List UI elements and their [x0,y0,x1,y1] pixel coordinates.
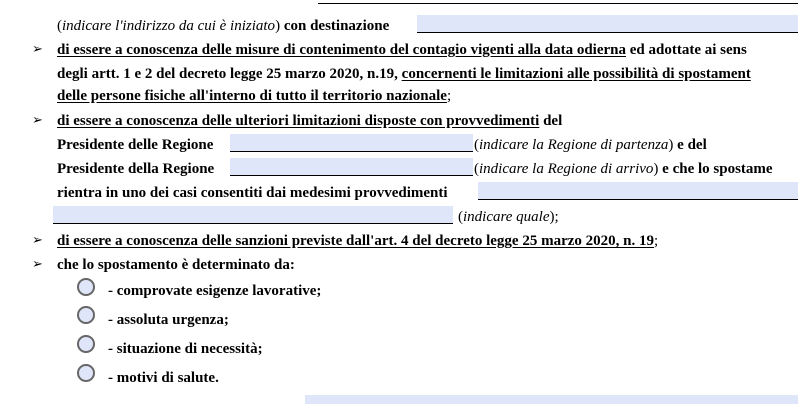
departure-region-hint: (indicare la Regione di partenza) e del [474,137,707,153]
which-case-hint: (indicare quale); [458,209,559,225]
option-absolute-urgency: - assoluta urgenza; [108,312,229,328]
option-work-reasons: - comprovate esigenze lavorative; [108,283,322,299]
item1-line1: di essere a conoscenza delle misure di contenimento del contagio vigenti alla data odierna ed adottate ai sens [57,42,747,58]
origin-hint: indicare l'indirizzo da cui è iniziato [62,18,276,34]
radio-necessity[interactable] [77,335,95,353]
previous-field-underline [318,0,798,4]
departure-region-label: Presidente delle Regione [57,137,214,153]
arrow-bullet-icon: ➢ [32,113,43,128]
item2-line4: rientra in uno dei casi consentiti dai medesimi provvedimenti [57,185,448,201]
radio-work-reasons[interactable] [77,278,95,296]
destination-field[interactable] [417,15,798,33]
radio-absolute-urgency[interactable] [77,306,95,324]
item3-line: di essere a conoscenza delle sanzioni previste dall'art. 4 del decreto legge 25 marzo 2020, n. 19; [57,233,659,249]
item1-line3: delle persone fisiche all'interno di tutto il territorio nazionale; [57,88,452,104]
radio-health-reasons[interactable] [77,364,95,382]
arrival-region-field[interactable] [230,158,473,176]
departure-region-field[interactable] [230,134,473,152]
item1-line2: degli artt. 1 e 2 del decreto legge 25 marzo 2020, n.19, concernenti le limitazioni alle possibilità di spostament [57,66,751,82]
arrow-bullet-icon: ➢ [32,233,43,248]
destination-label: con destinazione [283,18,390,34]
option-health-reasons: - motivi di salute. [108,370,219,386]
arrival-region-label: Presidente della Regione [57,161,215,177]
origin-destination-line: (indicare l'indirizzo da cui è iniziato) con destinazione [57,18,390,34]
arrival-region-hint: (indicare la Regione di arrivo) e che lo spostame [474,161,773,177]
item2-line1: di essere a conoscenza delle ulteriori limitazioni disposte con provvedimenti del [57,113,563,129]
option-necessity: - situazione di necessità; [108,341,263,357]
permitted-case-field[interactable] [478,182,798,200]
arrow-bullet-icon: ➢ [32,42,43,57]
item4-line: che lo spostamento è determinato da: [57,257,295,273]
which-case-field[interactable] [53,206,453,224]
arrow-bullet-icon: ➢ [32,257,43,272]
next-field[interactable] [305,395,798,404]
